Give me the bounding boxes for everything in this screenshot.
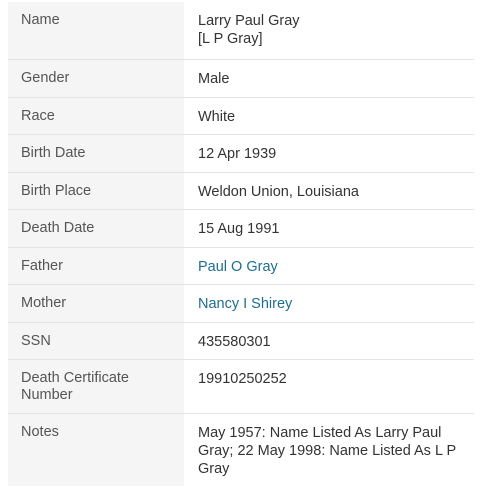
father-label: Father <box>8 248 184 284</box>
birth-place-label: Birth Place <box>8 173 184 209</box>
notes-label: Notes <box>8 414 184 486</box>
death-certificate-label <box>8 360 184 413</box>
row-mother <box>8 285 474 323</box>
death-certificate-label-line1: Death Certificate <box>21 370 129 386</box>
ssn-value: 435580301 <box>198 334 271 350</box>
row-birth-date <box>8 135 474 173</box>
name-label: Name <box>8 2 184 59</box>
gender-label: Gender <box>8 60 184 97</box>
row-name <box>8 2 474 60</box>
name-value <box>184 2 474 59</box>
row-death-date <box>8 210 474 248</box>
death-date-label: Death Date <box>8 210 184 247</box>
gender-value: Male <box>198 71 230 87</box>
race-label: Race <box>8 98 184 134</box>
mother-label: Mother <box>8 285 184 322</box>
row-gender <box>8 60 474 98</box>
death-certificate-label-line2: Number <box>21 387 73 403</box>
name-alternate: [L P Gray] <box>198 31 263 47</box>
row-birth-place <box>8 173 474 210</box>
mother-link[interactable]: Nancy I Shirey <box>198 296 293 312</box>
mother-value <box>184 285 474 322</box>
notes-value: May 1957: Name Listed As Larry Paul Gray; 22 May 1998: Name Listed As L P Gray <box>198 425 456 477</box>
row-race <box>8 98 474 135</box>
record-details-table <box>8 2 474 486</box>
birth-date-value: 12 Apr 1939 <box>198 146 277 162</box>
race-value: White <box>198 109 236 125</box>
birth-date-label: Birth Date <box>8 135 184 172</box>
name-full: Larry Paul Gray <box>198 13 300 29</box>
birth-place-value: Weldon Union, Louisiana <box>198 184 359 200</box>
row-father <box>8 248 474 285</box>
death-date-value: 15 Aug 1991 <box>198 221 280 237</box>
ssn-label: SSN <box>8 323 184 359</box>
father-value <box>184 248 474 284</box>
row-notes <box>8 414 474 486</box>
father-link[interactable]: Paul O Gray <box>198 259 278 275</box>
row-ssn <box>8 323 474 360</box>
row-death-certificate <box>8 360 474 414</box>
death-certificate-value: 19910250252 <box>198 371 287 387</box>
